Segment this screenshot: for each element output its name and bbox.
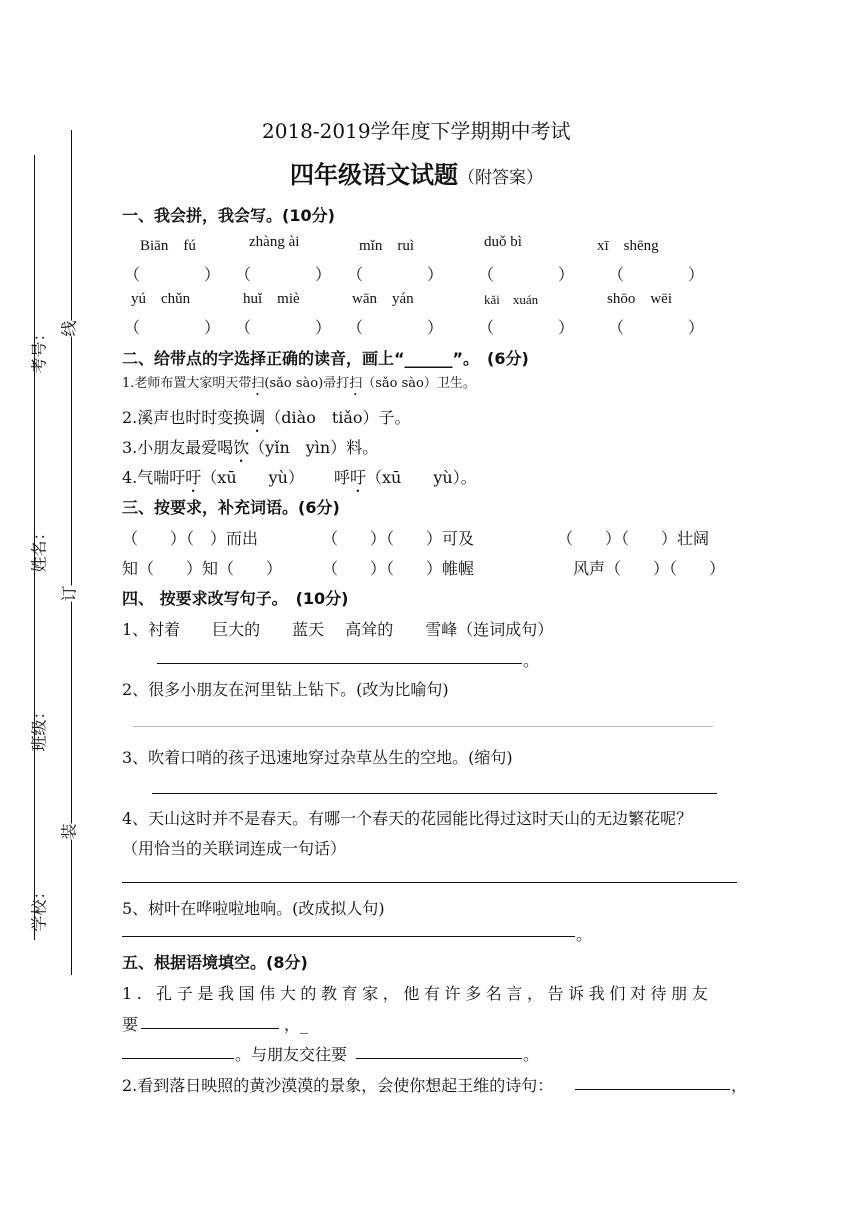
s5-question-1: 1. 孔子是我国伟大的教育家，他有许多名言，告诉我们对待朋友 (122, 984, 713, 1003)
line-mark: 线 (55, 320, 82, 336)
s4-question-5: 5、树叶在哗啦啦地响。(改成拟人句) (122, 899, 385, 918)
s2-question-2: 2.溪声也时时变换调（diào tiǎo）子。 (122, 408, 411, 427)
paper-note: （附答案） (458, 168, 543, 188)
idiom-blank-3[interactable]: （ ）（ ）壮阔 (557, 529, 710, 548)
school-label: 学校： (29, 883, 49, 932)
s4-question-4-note: （用恰当的关联词连成一句话） (122, 839, 347, 858)
answer-blank-2[interactable]: （ ） (235, 265, 332, 284)
s4-answer-line-5[interactable] (122, 936, 575, 937)
section-4-heading: 四、 按要求改写句子。 (10分) (122, 589, 349, 608)
class-label: 班级： (29, 703, 49, 752)
pinyin-7: huǐ miè (243, 291, 300, 307)
s4-question-3: 3、吹着口哨的孩子迅速地穿过杂草丛生的空地。(缩句) (122, 748, 513, 767)
paper-title: 四年级语文试题 (290, 161, 458, 189)
s5-answer-line-3[interactable] (356, 1058, 522, 1059)
idiom-blank-5[interactable]: （ ）（ ）帷幄 (322, 559, 475, 578)
pinyin-6: yú chǔn (131, 291, 191, 307)
s4-q1-period: 。 (523, 651, 540, 670)
s5-question-2: 2.看到落日映照的黄沙漠漠的景象，会使你想起王维的诗句： (122, 1076, 554, 1095)
s2-question-3: 3.小朋友最爱喝饮（yǐn yìn）料。 (122, 438, 379, 457)
pinyin-4: duǒ bì (484, 234, 522, 250)
s5-q1-yao: 要 (122, 1015, 139, 1034)
s5-q1-period: 。 (523, 1045, 540, 1064)
s2-question-1: 1.老师布置大家明天带扫(sǎo sào)帚打扫（sǎo sào）卫生。 (122, 376, 476, 391)
section-5-heading: 五、根据语境填空。(8分) (122, 953, 308, 972)
pinyin-5: xī shēng (597, 238, 659, 254)
exam-number-label: 考号： (29, 325, 49, 374)
answer-blank-1[interactable]: （ ） (124, 265, 221, 284)
section-1-heading: 一、我会拼，我会写。(10分) (122, 206, 335, 225)
s4-question-4: 4、天山这时并不是春天。有哪一个春天的花园能比得过这时天山的无边繁花呢？ (122, 809, 693, 828)
s5-answer-line-2[interactable] (122, 1058, 234, 1059)
s5-q1-comma: ，_ (284, 1015, 309, 1034)
pinyin-8: wān yán (352, 291, 414, 307)
section-2-heading: 二、给带点的字选择正确的读音，画上“______”。 (6分) (122, 349, 529, 368)
s4-answer-line-4[interactable] (122, 882, 737, 883)
section-3-heading: 三、按要求，补充词语。(6分) (122, 498, 340, 517)
idiom-blank-4[interactable]: 知（ ）知（ ） (122, 559, 283, 578)
pinyin-2: zhàng ài (249, 234, 300, 250)
idiom-blank-1[interactable]: （ ）（ ）而出 (122, 529, 259, 548)
binding-line-right (71, 130, 72, 975)
s5-answer-line-4[interactable] (575, 1089, 730, 1090)
exam-title: 2018-2019学年度下学期期中考试 (262, 119, 571, 143)
answer-blank-4[interactable]: （ ） (478, 265, 575, 284)
pinyin-1: Biān fú (140, 238, 196, 254)
answer-blank-10[interactable]: （ ） (608, 318, 705, 337)
pinyin-3: mǐn ruì (359, 238, 414, 254)
s2-question-4: 4.气喘吁吁（xū yù） 呼吁（xū yù）。 (122, 468, 477, 487)
s4-answer-line-3[interactable] (152, 793, 717, 794)
idiom-blank-2[interactable]: （ ）（ ）可及 (322, 529, 475, 548)
zhuang-mark: 装 (55, 823, 82, 839)
pinyin-10: shōo wēi (607, 291, 672, 307)
answer-blank-5[interactable]: （ ） (608, 265, 705, 284)
paper-title-wrap (290, 155, 543, 190)
idiom-blank-6[interactable]: 风声（ ）（ ） (573, 559, 726, 578)
s5-q1-rest: 。与朋友交往要 (235, 1045, 348, 1064)
s5-answer-line-1[interactable] (141, 1028, 279, 1029)
answer-blank-8[interactable]: （ ） (347, 318, 444, 337)
pinyin-9: kǎi xuán (484, 292, 539, 307)
answer-blank-7[interactable]: （ ） (235, 318, 332, 337)
answer-blank-6[interactable]: （ ） (124, 318, 221, 337)
s4-question-2: 2、很多小朋友在河里钻上钻下。(改为比喻句) (122, 680, 449, 699)
ding-mark: 订 (55, 585, 82, 601)
s4-question-1: 1、衬着 巨大的 蓝天 高耸的 雪峰（连词成句） (122, 620, 554, 639)
answer-blank-3[interactable]: （ ） (347, 265, 444, 284)
name-label: 姓名： (29, 524, 49, 573)
s4-q5-period: 。 (576, 925, 593, 944)
s4-answer-line-1[interactable] (157, 663, 522, 664)
s5-q2-comma: ， (731, 1076, 748, 1095)
s4-answer-line-2[interactable] (133, 726, 713, 727)
answer-blank-9[interactable]: （ ） (478, 318, 575, 337)
